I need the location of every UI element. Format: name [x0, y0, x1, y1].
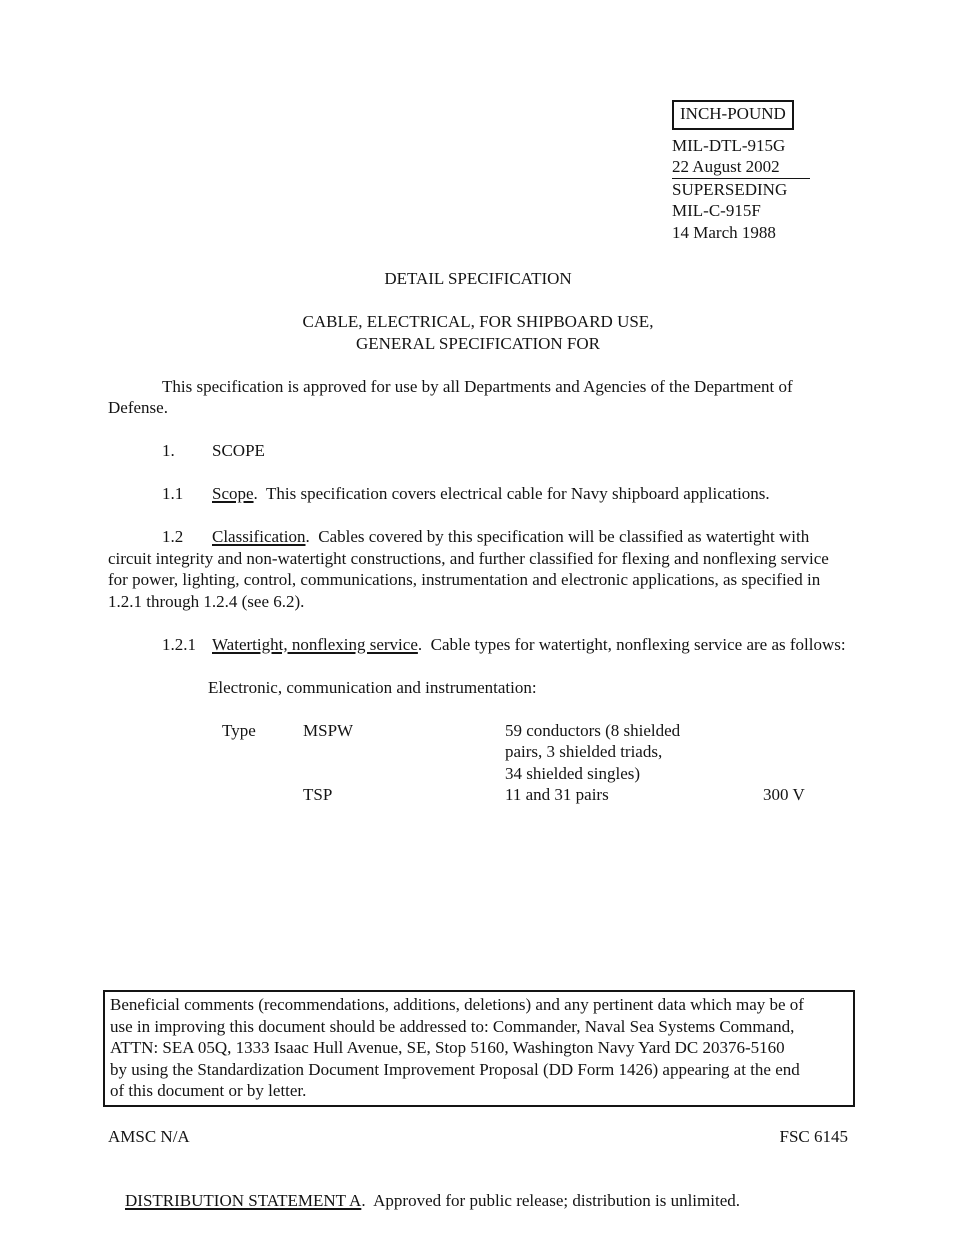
superseded-date: 14 March 1988	[672, 222, 776, 242]
comment-box: Beneficial comments (recommendations, additions, deletions) and any pertinent data which may be of use in improving this document should be addressed to: Commander, Naval Sea Systems Command, ATTN: SEA 05Q, 1333 Isaac Hull Avenue, SE, Stop 5160, Washington Navy Yard DC 20376-5160 by using the Standardization Document Improvement Proposal (DD Form 1426) appearing at the end of this document or by letter.	[103, 990, 855, 1107]
section-1-2-1-paragraph	[108, 634, 848, 656]
cable-type-name-mspw: MSPW	[303, 720, 354, 740]
cable-type-voltage-tsp: 300 V	[763, 785, 805, 804]
inch-pound-label: INCH-POUND	[680, 104, 786, 123]
superseding-label: SUPERSEDING	[672, 179, 788, 199]
section-1-2-title: Classification	[212, 527, 306, 546]
section-1-1-number: 1.1	[162, 484, 184, 503]
section-1-title: SCOPE	[212, 441, 265, 460]
cable-type-description-mspw: 59 conductors (8 shielded pairs, 3 shielded triads, 34 shielded singles)	[505, 720, 681, 783]
section-1-1-body: . This specification covers electrical cable for Navy shipboard applications.	[253, 484, 770, 503]
doc-title-line1: DETAIL SPECIFICATION	[384, 269, 572, 288]
amsc-code: AMSC N/A	[108, 1127, 190, 1146]
distribution-statement-body: . Approved for public release; distribution is unlimited.	[361, 1190, 740, 1210]
doc-title-group	[108, 311, 848, 354]
cable-type-name-tsp: TSP	[303, 785, 333, 804]
cable-type-table	[222, 720, 848, 806]
type-label-spacer	[222, 784, 303, 806]
cable-type-description-tsp: 11 and 31 pairs	[505, 785, 609, 804]
section-1-1-title: Scope	[212, 484, 254, 503]
section-1-2-1-title: Watertight, nonflexing service	[212, 634, 418, 654]
cable-category-line: Electronic, communication and instrumentation:	[208, 677, 537, 697]
type-label: Type	[222, 720, 256, 740]
doc-title-line2: CABLE, ELECTRICAL, FOR SHIPBOARD USE,	[302, 312, 654, 331]
doc-date: 22 August 2002	[672, 156, 810, 179]
superseded-number: MIL-C-915F	[672, 201, 761, 220]
section-1-2-1-number: 1.2.1	[162, 634, 196, 654]
section-1-2-paragraph	[108, 526, 848, 612]
footer-row	[108, 1126, 848, 1148]
section-1-heading	[108, 440, 848, 462]
approval-paragraph: This specification is approved for use by all Departments and Agencies of the Department of Defense.	[108, 376, 793, 417]
doc-title-line3: GENERAL SPECIFICATION FOR	[355, 333, 600, 353]
section-1-1-paragraph	[108, 483, 848, 505]
section-1-number: 1.	[162, 441, 175, 460]
section-1-2-1-body: . Cable types for watertight, nonflexing service are as follows:	[417, 634, 846, 654]
distribution-statement-title: DISTRIBUTION STATEMENT A	[125, 1190, 362, 1210]
doc-number: MIL-DTL-915G	[672, 135, 786, 155]
cable-type-voltage-mspw	[763, 720, 848, 785]
section-1-2-body: . Cables covered by this specification will be classified as watertight with circuit integrity and non-watertight constructions, and further classified for flexing and nonflexing service for power, lighting, control, communications, instrumentation and electronic applications, as specified in 1.2.1 through 1.2.4 (see 6.2).	[108, 527, 834, 611]
section-1-2-number: 1.2	[162, 527, 184, 546]
distribution-statement	[108, 1168, 908, 1233]
fsc-code: FSC 6145	[779, 1127, 848, 1146]
